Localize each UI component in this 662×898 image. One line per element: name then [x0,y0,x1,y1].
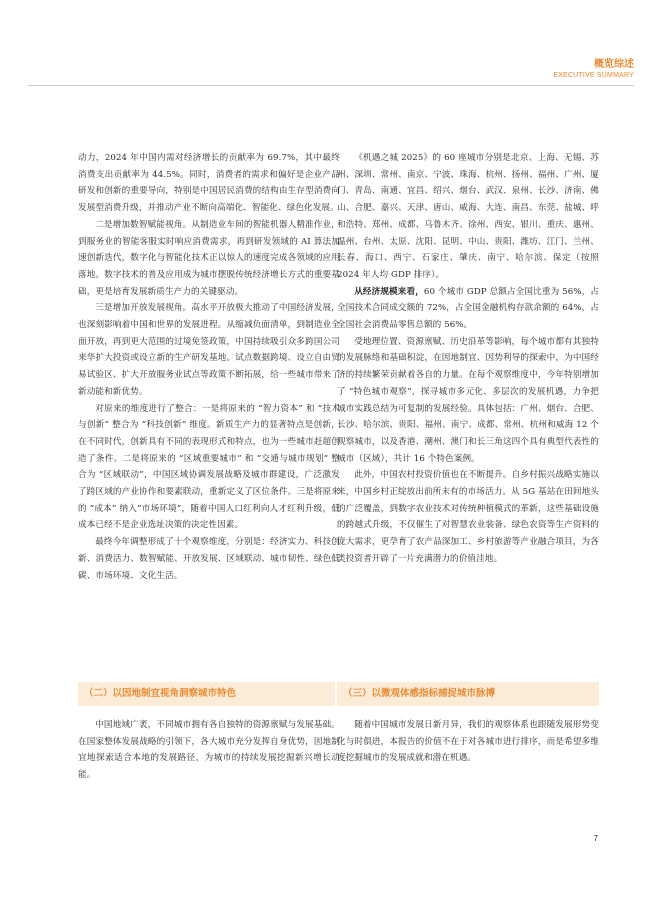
section-heading-2: （二）以因地制宜视角洞察城市特色 [78,682,335,706]
paragraph: 对原来的维度进行了整合：一是将原来的 “智力资本” 和 “技术与创新” 整合为 “科技创新” 维度。新质生产力的显著特点是创新，在不同时代，创新具有不同的表现形式和特点，也为一些城市赶超创造了条件。二是将原来的 “区域重要城市” 和 “交通与城市规划” 整合为 “区域联动”，中国区域协调发展战略及城市群建设，广泛激发了跨区域的产业协作和要素联动，重新定义了区位条件。三是将原来的 “成本” 纳入“市场环境”，随着中国人口红利向人才红利升级，低成本已经不是企业选址决策的决定性因素。 [78,403,340,531]
section-2-body [78,717,340,784]
right-column [337,150,599,568]
paragraph: 最终今年调整形成了十个观察维度，分别是：经济实力、科技创新、消费活力、数智赋能、开放发展、区域联动、城市韧性、绿色低碳、市场环境、文化生活。 [78,537,340,581]
paragraph [337,150,599,284]
paragraph-text: 此外，中国农村投资价值也在不断提升。自乡村振兴战略实施以来，中国乡村正绽放出前所未有的市场活力。从 5G 基站在田间地头的广泛覆盖，到数字农业技术对传统种植模式的革新，这些基础设施的跨越式升级，不仅催生了对智慧农业装备、绿色农资等生产资料的庞大需求，更孕育了农产品深加工、乡村旅游等产业融合项目，为各类投资者开辟了一片充满潜力的价值洼地。 [337,470,599,564]
running-header [553,58,634,80]
paragraph [337,467,599,567]
paragraph: 三是增加开放发展视角。高水平开放极大推动了中国经济发展，也深刻影响着中国和世界的发展进程。从缩减负面清单，到制造业全面开放，再到更大范围的过境免签政策，中国持续吸引众多跨国公司来华扩大投资或设立新的生产研发基地。试点数据跨境、设立自由贸易试验区、扩大开放服务业试点等政策不断拓展，给一些城市带来了新动能和新优势。 [78,303,340,397]
left-column [78,150,340,584]
header-title-en: EXECUTIVE SUMMARY [553,72,634,79]
paragraph-text: 60 个城市 GDP 总额占全国比重为 56%，占全国技术合同成交额的 72%，占全国金融机构存款余额的 64%，占全国社会消费品零售总额的 56%。 [337,286,599,331]
paragraph: 随着中国城市发展日新月异，我们的观察体系也跟随发展形势变化与时俱进，本报告的价值不在于对各城市进行排序，而是希望多维度挖掘城市的发展成就和潜在机遇。 [337,720,599,764]
paragraph-text: 受地理位置、资源禀赋、历史沿革等影响，每个城市都有其独特的发展脉络和基础积淀，在因地制宜、因势利导的探索中，为中国经济的持续繁荣贡献着各自的力量。在每个观察维度中，今年特别增加了 “特色城市观察”，探寻城市多元化、多层次的发展机遇，力争把城市实践总结为可复制的发展经验。具体包括：广州、烟台、合肥、长沙、哈尔滨、贵阳、福州、南宁、成都、常州、杭州和威海 12 个观察城市，以及香港、潮州、澳门和长三角这四个具有典型代表性的城市（区域），共计 16 个特色案例。 [337,336,599,464]
paragraph [337,334,599,468]
section-heading-3: （三）以微观体感指标捕捉城市脉搏 [337,682,599,706]
paragraph: 动力，2024 年中国内需对经济增长的贡献率为 69.7%，其中最终消费支出贡献率为 44.5%。同时，消费者的需求和偏好是企业产品研发和创新的重要导向，特别是中国居民消费的结构由生存型消费向发展型消费升级，并推动产业不断向高端化、智能化、绿色化发展。 [78,153,340,214]
paragraph-lead: 从经济规模来看， [354,286,424,297]
paragraph: 中国地域广袤，不同城市拥有各自独特的资源禀赋与发展基础。在国家整体发展战略的引领下，各大城市充分发挥自身优势，因地制宜地探索适合本地的发展路径，为城市的持续发展挖掘新兴增长动能。 [78,720,340,781]
header-title-cn: 概览综述 [594,59,634,70]
paragraph-text: 《机遇之城 2025》的 60 座城市分别是北京、上海、无锡、苏州、深圳、常州、南京、宁波、珠海、杭州、扬州、福州、广州、厦门、青岛、南通、宜昌、绍兴、烟台、武汉、泉州、长沙、济南、佛山、合肥、嘉兴、天津、唐山、威海、大连、南昌、东莞、盐城、呼和浩特、郑州、成都、乌鲁木齐、徐州、西安、银川、重庆、惠州、温州、台州、太原、沈阳、昆明、中山、贵阳、潍坊、江门、兰州、长春、海口、西宁、石家庄、肇庆、南宁、哈尔滨、保定（按照 2024 年人均 GDP 排序）。 [337,153,599,280]
page-number: 7 [593,834,598,843]
header-divider [28,85,634,86]
paragraph [337,284,599,334]
section-3-body [337,717,599,767]
paragraph: 二是增加数智赋能视角。从制造业车间的智能机器人精准作业，到服务业的智能客服实时响应消费需求，再到研发领域的 AI 算法加速创新迭代，数字化与智能化技术正以惊人的速度完成各领域的应用落地。数字技术的普及应用成为城市摆脱传统经济增长方式的重要基础，更是培育发展新质生产力的关键驱动。 [78,219,340,297]
